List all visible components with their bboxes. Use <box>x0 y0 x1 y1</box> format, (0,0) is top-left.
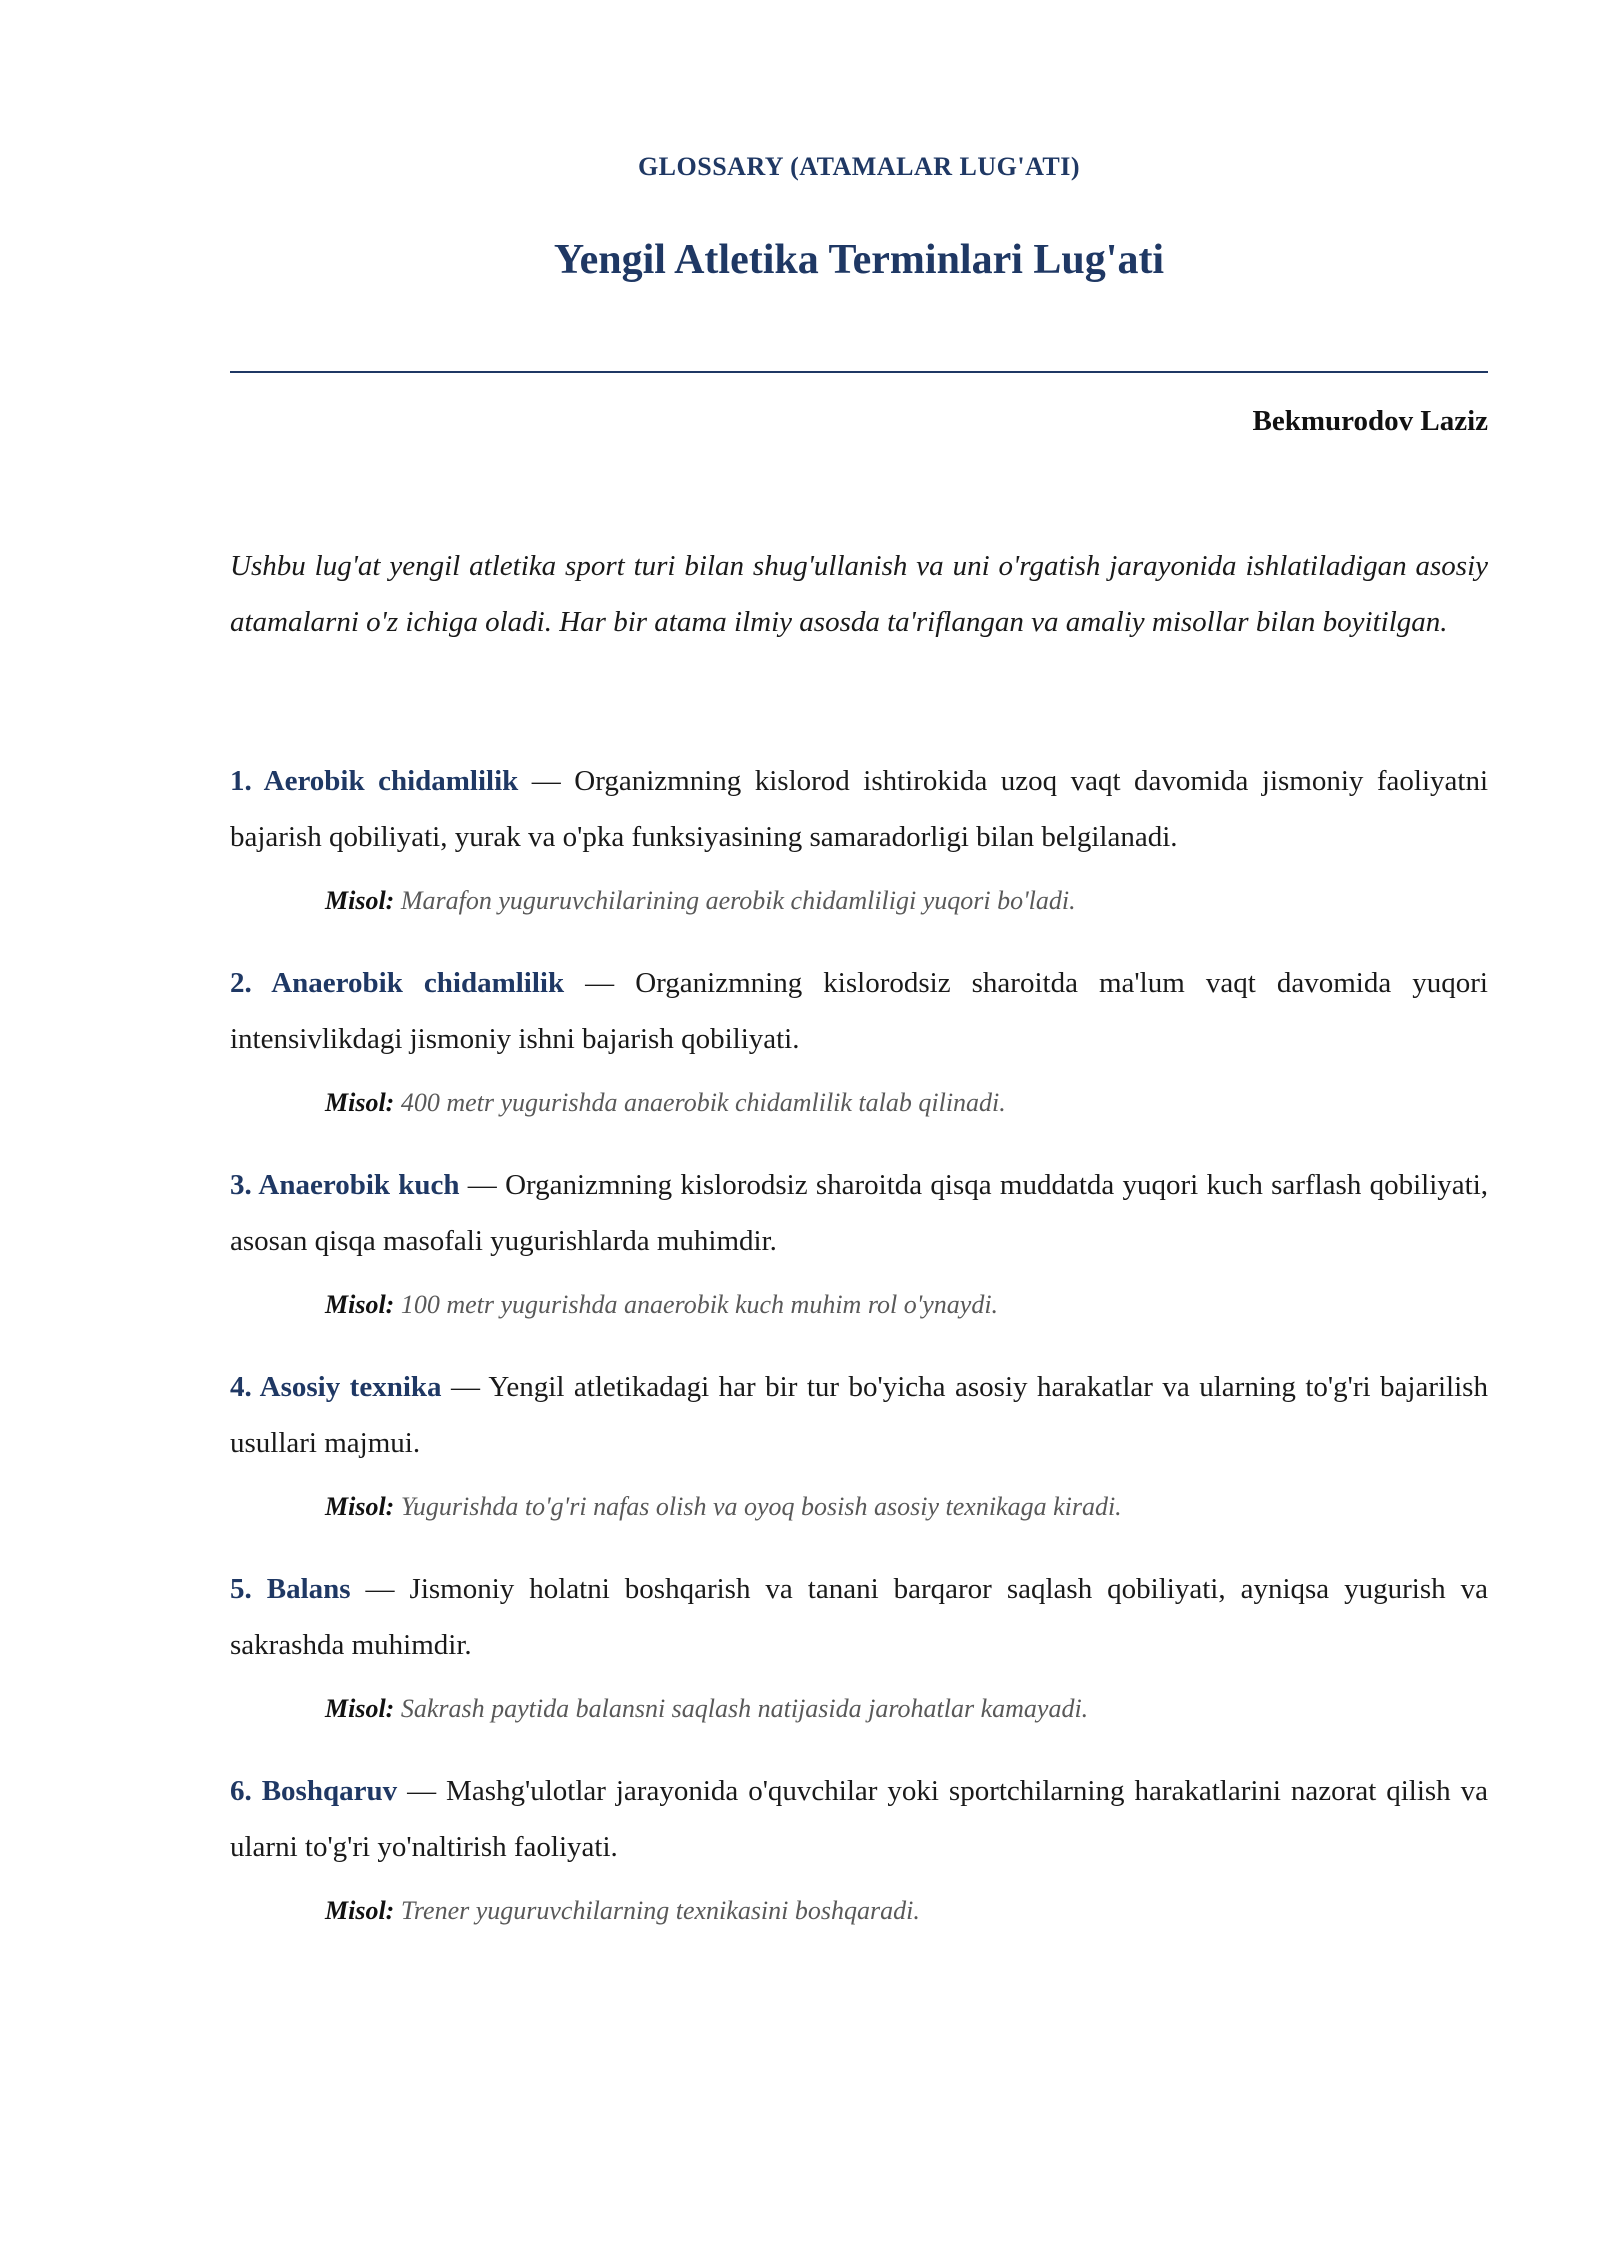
example-label: Misol: <box>325 886 395 915</box>
entry-definition-line: 6. Boshqaruv — Mashg'ulotlar jarayonida o'quvchilar yoki sportchilarning harakatlarini nazorat qilish va ularni to'g'ri yo'naltirish faoliyati. <box>230 1775 1489 1863</box>
example-text: 100 metr yugurishda anaerobik kuch muhim rol o'ynaydi. <box>400 1290 999 1319</box>
entry-definition: Organizmning kislorod ishtirokida uzoq vaqt davomida jismoniy faoliyatni bajarish qobiliyati, yurak va o'pka funksiyasining samaradorligi bilan belgilanadi. <box>230 765 1489 853</box>
example-text: 400 metr yugurishda anaerobik chidamlilik talab qilinadi. <box>400 1088 1006 1117</box>
entry-example <box>230 1489 1488 1525</box>
entry-term: 1. Aerobik chidamlilik <box>230 765 519 797</box>
glossary-entry <box>230 1561 1488 1727</box>
glossary-entry <box>230 1157 1488 1323</box>
glossary-entry <box>230 753 1488 919</box>
entry-term: 5. Balans <box>230 1573 351 1605</box>
entry-definition-line: 4. Asosiy texnika — Yengil atletikadagi har bir tur bo'yicha asosiy harakatlar va ularning to'g'ri bajarilish usullari majmui. <box>230 1371 1488 1459</box>
glossary-entry <box>230 1359 1488 1525</box>
entry-example <box>230 1893 1488 1929</box>
document-title: Yengil Atletika Terminlari Lug'ati <box>553 237 1165 283</box>
example-label: Misol: <box>325 1290 395 1319</box>
entry-definition-line: 1. Aerobik chidamlilik — Organizmning kislorod ishtirokida uzoq vaqt davomida jismoniy faoliyatni bajarish qobiliyati, yurak va o'pka funksiyasining samaradorligi bilan belgilanadi. <box>230 765 1489 853</box>
entry-definition: Jismoniy holatni boshqarish va tanani barqaror saqlash qobiliyati, ayniqsa yugurish va sakrashda muhimdir. <box>230 1573 1488 1661</box>
entry-term: 3. Anaerobik kuch <box>230 1169 460 1201</box>
entry-term: 2. Anaerobik chidamlilik <box>230 967 565 999</box>
example-label: Misol: <box>325 1694 395 1723</box>
example-text: Sakrash paytida balansni saqlash natijasida jarohatlar kamayadi. <box>400 1694 1089 1723</box>
entry-definition: Organizmning kislorodsiz sharoitda qisqa muddatda yuqori kuch sarflash qobiliyati, asosan qisqa masofali yugurishlarda muhimdir. <box>230 1169 1488 1257</box>
document-kicker: GLOSSARY (ATAMALAR LUG'ATI) <box>637 152 1081 181</box>
entry-term: 6. Boshqaruv <box>230 1775 398 1807</box>
entry-definition-line: 3. Anaerobik kuch — Organizmning kislorodsiz sharoitda qisqa muddatda yuqori kuch sarflash qobiliyati, asosan qisqa masofali yugurishlarda muhimdir. <box>230 1169 1488 1257</box>
example-label: Misol: <box>325 1492 395 1521</box>
entry-term: 4. Asosiy texnika <box>230 1371 442 1403</box>
author-name: Bekmurodov Laziz <box>1252 405 1488 437</box>
example-text: Yugurishda to'g'ri nafas olish va oyoq bosish asosiy texnikaga kiradi. <box>400 1492 1122 1521</box>
entry-definition: Organizmning kislorodsiz sharoitda ma'lum vaqt davomida yuqori intensivlikdagi jismoniy ishni bajarish qobiliyati. <box>230 967 1488 1055</box>
example-text: Marafon yuguruvchilarining aerobik chidamliligi yuqori bo'ladi. <box>400 886 1076 915</box>
glossary-list <box>230 753 1488 1965</box>
example-label: Misol: <box>325 1896 395 1925</box>
entry-example <box>230 1287 1488 1323</box>
entry-definition-line: 5. Balans — Jismoniy holatni boshqarish va tanani barqaror saqlash qobiliyati, ayniqsa yugurish va sakrashda muhimdir. <box>230 1573 1488 1661</box>
intro-paragraph: Ushbu lug'at yengil atletika sport turi bilan shug'ullanish va uni o'rgatish jarayonida ishlatiladigan asosiy atamalarni o'z ichiga oladi. Har bir atama ilmiy asosda ta'riflangan va amaliy misollar bilan boyitilgan. <box>230 550 1488 638</box>
example-text: Trener yuguruvchilarning texnikasini boshqaradi. <box>400 1896 920 1925</box>
entry-definition: Mashg'ulotlar jarayonida o'quvchilar yoki sportchilarning harakatlarini nazorat qilish va ularni to'g'ri yo'naltirish faoliyati. <box>230 1775 1489 1863</box>
entry-example <box>230 1085 1488 1121</box>
entry-definition-line: 2. Anaerobik chidamlilik — Organizmning kislorodsiz sharoitda ma'lum vaqt davomida yuqori intensivlikdagi jismoniy ishni bajarish qobiliyati. <box>230 967 1488 1055</box>
entry-example <box>230 1691 1488 1727</box>
glossary-entry <box>230 955 1488 1121</box>
entry-definition: Yengil atletikadagi har bir tur bo'yicha asosiy harakatlar va ularning to'g'ri bajarilish usullari majmui. <box>230 1371 1488 1459</box>
title-divider <box>230 371 1488 373</box>
entry-example <box>230 883 1488 919</box>
example-label: Misol: <box>325 1088 395 1117</box>
glossary-entry <box>230 1763 1488 1929</box>
